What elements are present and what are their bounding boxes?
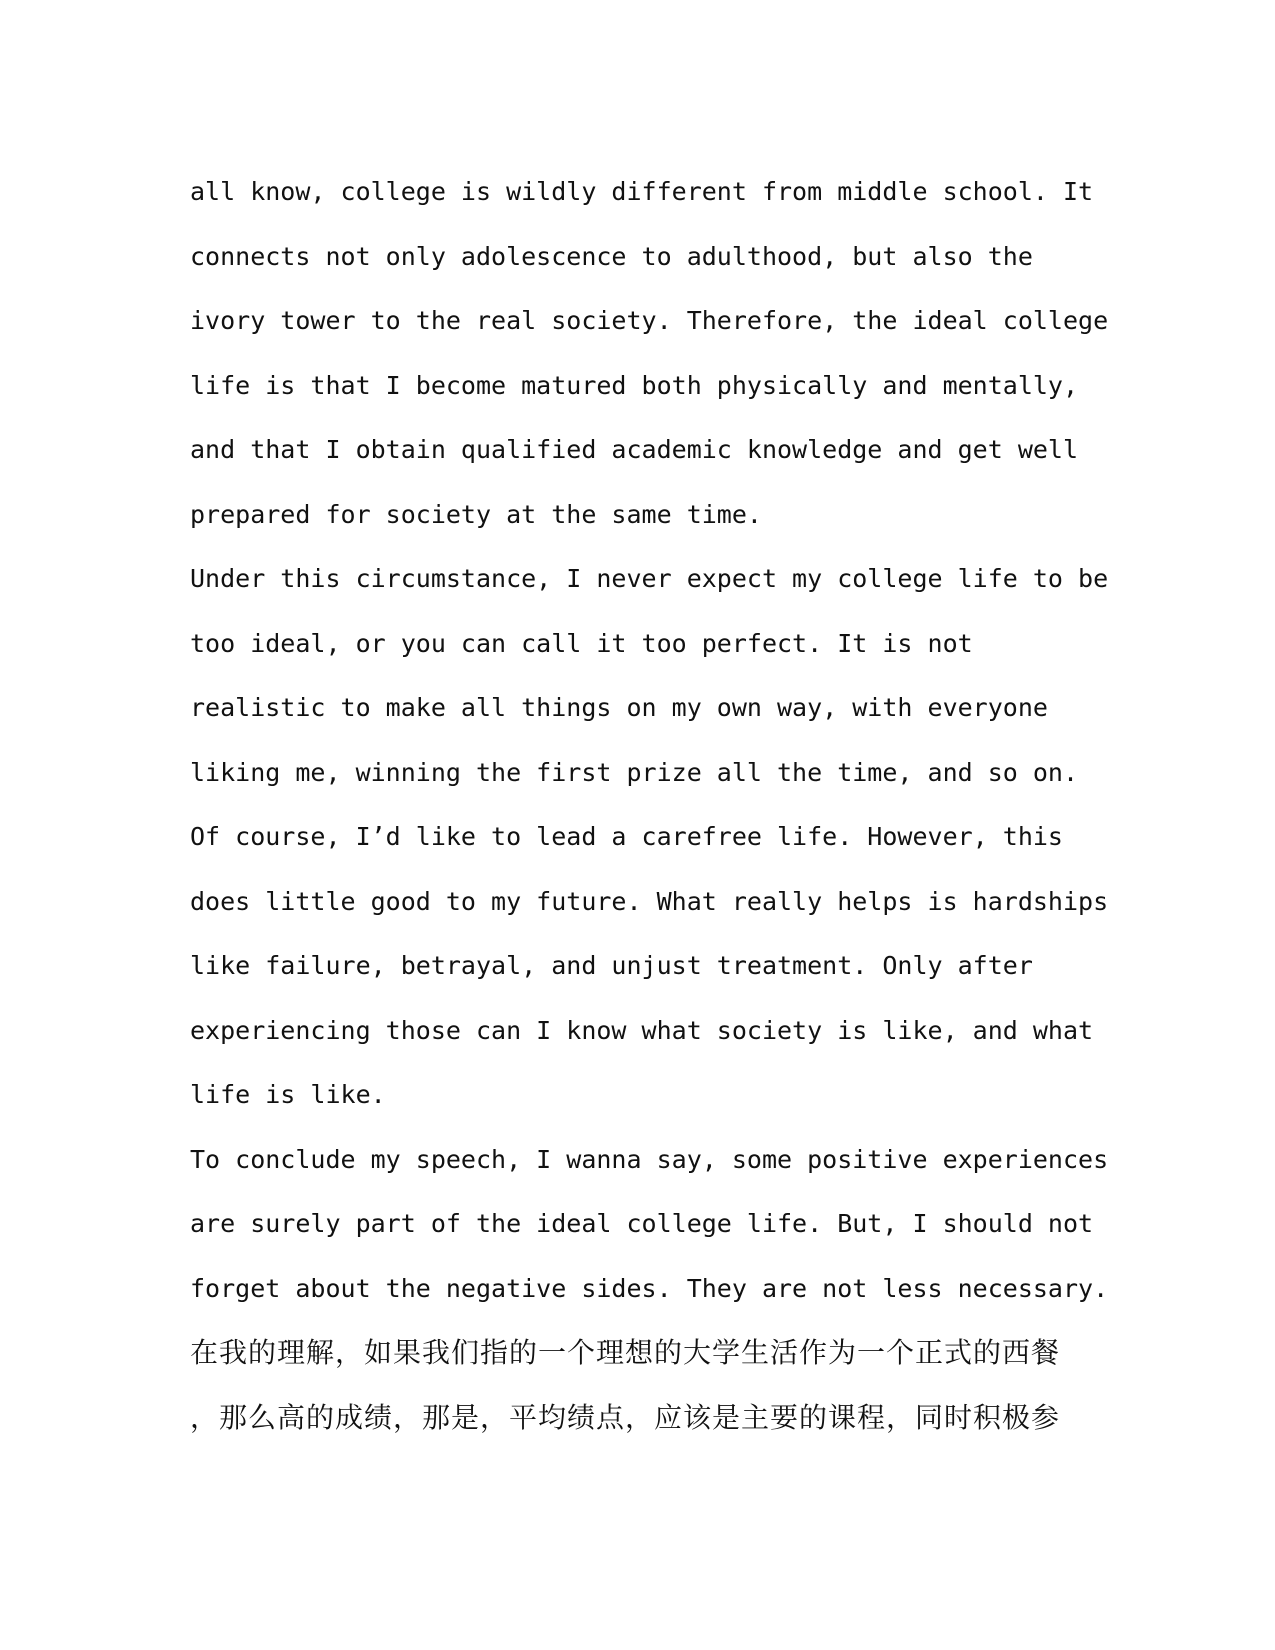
text-line: like failure, betrayal, and unjust treatment. Only after	[190, 951, 1033, 980]
text-line: realistic to make all things on my own way, with everyone	[190, 693, 1048, 722]
text-line: too ideal, or you can call it too perfect. It is not	[190, 628, 973, 658]
text-line: are surely part of the ideal college life. But, I should not	[190, 1209, 1094, 1238]
text-line: To conclude my speech, I wanna say, some positive experiences	[190, 1144, 1109, 1174]
text-line: ivory tower to the real society. Therefore, the ideal college	[190, 306, 1109, 335]
text-line: and that I obtain qualified academic knowledge and get well	[190, 435, 1079, 464]
text-line: 在我的理解，如果我们指的一个理想的大学生活作为一个正式的西餐	[190, 1336, 1061, 1369]
text-line: forget about the negative sides. They are not less necessary.	[190, 1273, 1109, 1303]
body-text	[190, 160, 1109, 1450]
text-line: prepared for society at the same time.	[190, 499, 762, 529]
text-line: Under this circumstance, I never expect my college life to be	[190, 564, 1109, 593]
text-line: life is like.	[190, 1080, 386, 1109]
text-line: connects not only adolescence to adulthood, but also the	[190, 241, 1033, 271]
text-line: life is that I become matured both physically and mentally,	[190, 370, 1079, 400]
text-line: liking me, winning the first prize all the time, and so on.	[190, 757, 1079, 787]
text-line: Of course, I’d like to lead a carefree life. However, this	[190, 822, 1063, 851]
text-line: all know, college is wildly different from middle school. It	[190, 177, 1094, 206]
text-line: ，那么高的成绩，那是，平均绩点，应该是主要的课程，同时积极参	[190, 1400, 1061, 1434]
text-line: experiencing those can I know what society is like, and what	[190, 1015, 1094, 1045]
text-line: does little good to my future. What really helps is hardships	[190, 886, 1109, 916]
